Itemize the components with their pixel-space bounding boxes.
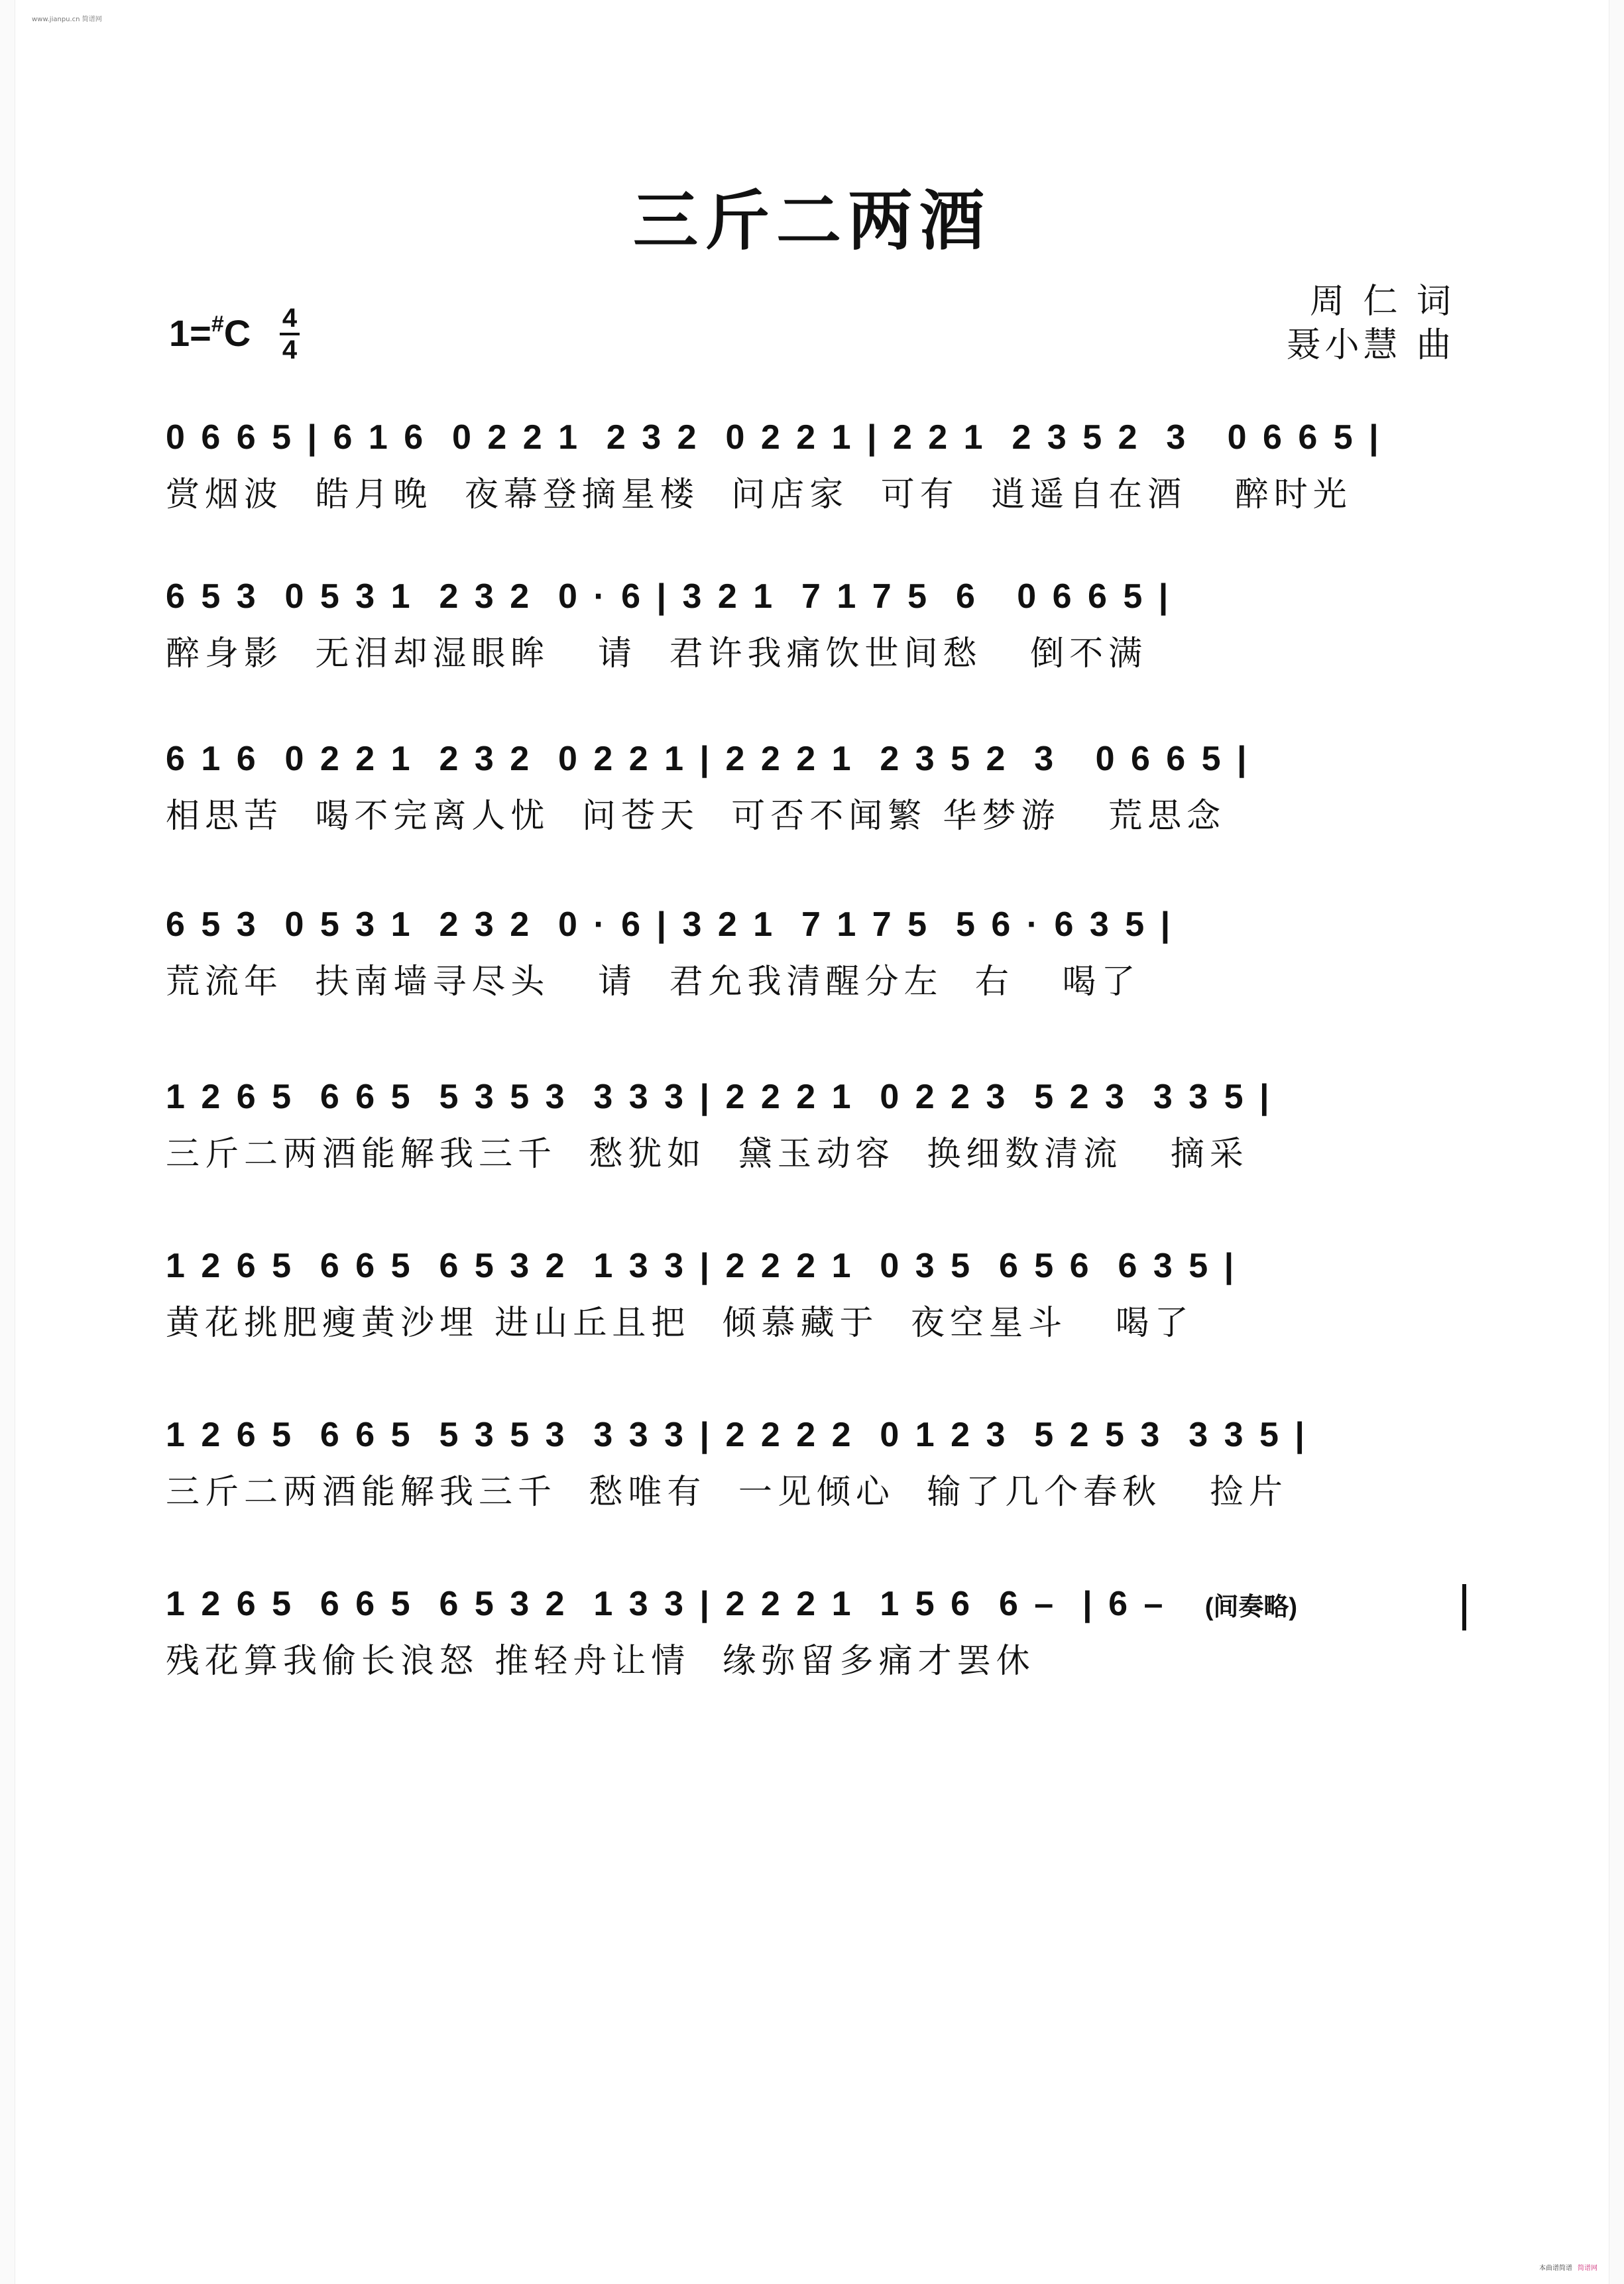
corner-mark-brand: 简谱网 xyxy=(1578,2265,1597,2272)
notes-line: 6 5 3 0 5 3 1 2 3 2 0 · 6 | 3 2 1 7 1 7 5 6 0 6 6 5 | xyxy=(166,577,1172,616)
composer-credit: 聂小慧 曲 xyxy=(1286,325,1455,365)
repeat-end-barline xyxy=(1462,1584,1466,1630)
notes-line: 1 2 6 5 6 6 5 6 5 3 2 1 3 3 | 2 2 2 1 0 3 5 6 5 6 6 3 5 | xyxy=(166,1247,1238,1285)
key-note: C xyxy=(223,312,251,354)
notes-text: 1 2 6 5 6 6 5 6 5 3 2 1 3 3 | 2 2 2 1 1 5 6 6 – | 6 – xyxy=(166,1585,1167,1623)
meter-top: 4 xyxy=(282,304,298,333)
notes-line: 0 6 6 5 | 6 1 6 0 2 2 1 2 3 2 0 2 2 1 | 2 2 1 2 3 5 2 3 0 6 6 5 | xyxy=(166,418,1382,457)
lyrics-line: 荒流年 扶南墙寻尽头 请 君允我清醒分左 右 喝了 xyxy=(166,962,1141,1001)
lyrics-line: 三斤二两酒能解我三千 愁唯有 一见倾心 输了几个春秋 捡片 xyxy=(166,1473,1288,1512)
lyrics-line: 残花算我偷长浪怒 推轻舟让情 缘弥留多痛才罢休 xyxy=(166,1642,1035,1681)
notes-line: 6 1 6 0 2 2 1 2 3 2 0 2 2 1 | 2 2 2 1 2 3 5 2 3 0 6 6 5 | xyxy=(166,740,1250,778)
key-prefix: 1= xyxy=(169,312,211,354)
lyricist-credit: 周 仁 词 xyxy=(1309,282,1455,321)
song-title: 三斤二两酒 xyxy=(632,183,991,259)
notes-line: 1 2 6 5 6 6 5 5 3 5 3 3 3 3 | 2 2 2 2 0 1 2 3 5 2 5 3 3 3 5 | xyxy=(166,1416,1308,1454)
notes-line: 6 5 3 0 5 3 1 2 3 2 0 · 6 | 3 2 1 7 1 7 5 5 6 · 6 3 5 | xyxy=(166,905,1174,944)
lyrics-line: 相思苦 喝不完离人忧 问苍天 可否不闻繁 华梦游 荒思念 xyxy=(166,797,1226,836)
lyrics-line: 醉身影 无泪却湿眼眸 请 君许我痛饮世间愁 倒不满 xyxy=(166,634,1148,673)
right-margin-strip xyxy=(1609,0,1624,2284)
lyrics-line: 三斤二两酒能解我三千 愁犹如 黛玉动容 换细数清流 摘采 xyxy=(166,1135,1249,1174)
sharp-sign: # xyxy=(211,312,224,337)
left-margin-strip xyxy=(0,0,15,2284)
meter-bottom: 4 xyxy=(282,335,298,365)
interlude-marking: (间奏略) xyxy=(1204,1593,1298,1621)
key-signature xyxy=(169,312,251,355)
corner-mark-text: 本曲谱简谱 xyxy=(1539,2265,1572,2272)
lyrics-line: 黄花挑肥瘦黄沙埋 进山丘且把 倾慕藏于 夜空星斗 喝了 xyxy=(166,1304,1194,1343)
corner-watermark xyxy=(1539,2262,1597,2272)
notes-line xyxy=(166,1577,1458,1630)
site-watermark: www.jianpu.cn 简谱网 xyxy=(32,16,102,23)
notes-line: 1 2 6 5 6 6 5 5 3 5 3 3 3 3 | 2 2 2 1 0 2 2 3 5 2 3 3 3 5 | xyxy=(166,1078,1273,1116)
time-signature xyxy=(280,305,300,363)
lyrics-line: 赏烟波 皓月晚 夜幕登摘星楼 问店家 可有 逍遥自在酒 醉时光 xyxy=(166,475,1352,514)
